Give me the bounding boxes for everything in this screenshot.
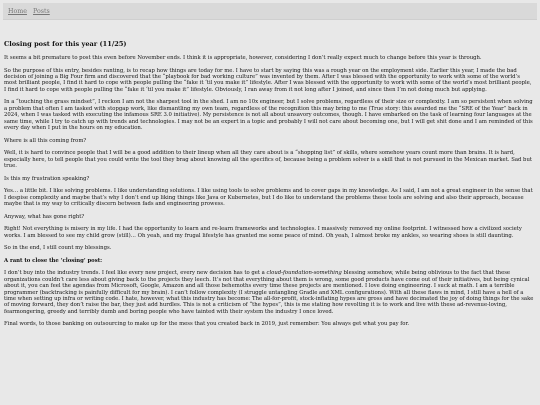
rant-text-start: I don’t buy into the industry trends. I feel like every new project, every new decision has to get a xyxy=(4,270,267,277)
site-nav xyxy=(3,3,537,20)
post-paragraph: So the purpose of this entry, besides ranting, is to recap how things are today for me. I have to start by saying this was a rough year on the employment side. Earlier this year, I made the bad decision of joining a Big Four firm and discovered that the “playbook for bad working culture” was invented by them. After I was blessed with the opportunity to work with some of the world’s most brilliant people, I find it hard to cope with people pulling the “fake it ‘til you make it” lifestyle. After I was blessed with the opportunity to work with some of the world’s most brilliant people, I find it hard to cope with people pulling the “fake it ‘til you make it” lifestyle. Obviously, I ran away from it not long after I joined, and since then I’m not doing much but applying. xyxy=(4,67,532,93)
post-paragraph: Right! Not everything is misery in my life. I had the opportunity to learn and re-learn frameworks and technologies. I massively removed my online footprint. I witnessed how a civilized society works. I am blessed to see my child grow (still)… Oh yeah, and my frugal lifestyle has granted me some peace of mind. Oh yeah, I almost broke my ankles, so wearing shoes is still daunting. xyxy=(4,226,522,239)
rant-text-end: blessing somehow, while being oblivious to the fact that these organizations couldn’t care less about giving back to the projects they leech. It’s not that everything about them is wrong, some good products have come out of their initiatives, but being cynical about it, you can feel the agendas from Microsoft, Google, Amazon and all those behemoths every time these projects are mentioned. I love doing engineering. I suck at math. I am a terrible programmer (backtracking is painfully difficult for my brain). I can’t follow complexity (I struggle untangling Gradle and XML configurations). With all these flaws in mind, I still have a hell of a time when setting up infra or writing code. I hate, however, what this industry has become: The all-for-profit, stock-inflating hypes are gross and have decimated the joy of doing things for the sake of moving forward, they don’t raise the bar, they just add hurdles. This is not a criticism of “the hypes”, this is me stating how revolting it is to work and live with these ad-revenue-loving, fearmongering, greedy and terribly dumb and boring people who have tainted with their system the industry I once loved. xyxy=(4,270,534,315)
post-question: Anyway, what has gone right? xyxy=(4,213,85,220)
post-paragraph: It seems a bit premature to post this even before November ends. I think it is appropriate, however, considering I don’t really expect much to change before this year is through. xyxy=(4,55,482,61)
post-paragraph xyxy=(4,270,534,315)
post-subheading: A rant to close the ‘closing’ post: xyxy=(4,257,103,264)
post-title: Closing post for this year (11/25) xyxy=(4,40,127,48)
top-bar xyxy=(0,0,540,22)
post-paragraph: Final words, to those banking on outsourcing to make up for the mess that you created back in 2019, just remember: You always get what you pay for. xyxy=(4,321,410,328)
nav-link-posts[interactable]: Posts xyxy=(32,7,50,15)
post-paragraph: In a “touching the grass mindset”, I reckon I am not the sharpest tool in the shed. I am no 10x engineer, but I solve problems, regardless of their size or complexity. I am so persistent when solving a problem that often I am tasked with stopgap work, like dismantling my own team, regardless of the recognition this may bring to me (True story: this awarded me the “SRE of the Year” back in 2024, when I was tasked with executing the infamous SRE 3.0 initiative). My persistence is not all about unsavory outcomes, though. I have embarked on the task of learning four languages at the same time, while I try to catch up with trends and technologies. I may not be an expert in a topic and probably I will not care about becoming one, but I will get shit done and I am reminded of this every day when I put in the hours on my education. xyxy=(4,99,533,132)
rant-emphasis: cloud-foundation-something xyxy=(266,270,342,277)
nav-link-home[interactable]: Home xyxy=(8,7,27,15)
post-question: Where is all this coming from? xyxy=(4,137,87,144)
post-article xyxy=(4,40,534,334)
post-paragraph: Well, it is hard to convince people that I will be a good addition to their lineup when all they care about is a “shopping list” of skills, where somehow years count more than brains. It is hard, especially here, to tell people that you could write the tool they brag about knowing all the specifics of, because being a problem solver is a skill that is not pursued in the Mexican market. Sad but true. xyxy=(4,150,532,170)
post-paragraph: Yes… a little bit. I like solving problems. I like understanding solutions. I like using tools to solve problems and to cover gaps in my knowledge. As I said, I am not a great engineer in the sense that I despise complexity and maybe that’s why I don’t end up liking things like Java or Kubernetes, but I do like to understand the problems these tools are solving and also their approach, because maybe that is my way to critically discern between fads and engineering prowess. xyxy=(4,188,533,208)
post-paragraph: So in the end, I still count my blessings. xyxy=(4,245,112,252)
post-question: Is this my frustration speaking? xyxy=(4,175,90,182)
